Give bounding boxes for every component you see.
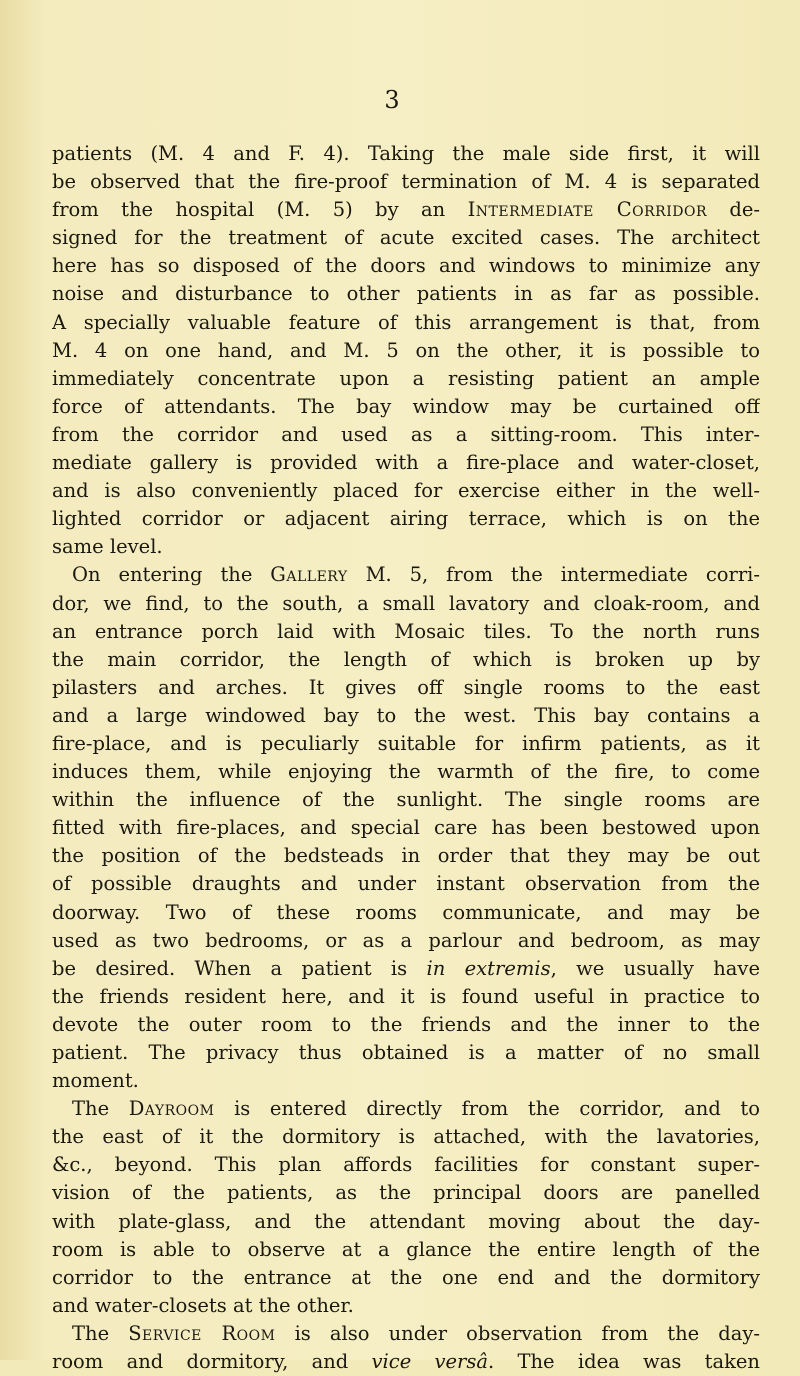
text-run: doorway. Two of these rooms communicate, and may be [52,900,760,924]
text-run: within the influence of the sunlight. The single rooms are [52,788,760,812]
text-run: patient. The privacy thus obtained is a matter of no small [52,1041,760,1064]
text-run: vision of the patients, as the principal doors are panelled [52,1181,760,1205]
text-line [52,870,760,898]
text-run: used as two bedrooms, or as a parlour and bedroom, as may [52,928,760,952]
text-run: same level. [52,535,163,559]
text-run: be desired. When a patient is [52,956,427,980]
text-run: . The idea was taken [488,1350,760,1374]
text-line [52,955,760,983]
text-run: and a large windowed bay to the west. This bay contains a [52,703,760,727]
text-line [52,224,760,252]
text-line [52,1011,760,1039]
text-run: de- [707,198,760,222]
text-line [52,1123,760,1151]
text-run: dor, we find, to the south, a small lavatory and cloak-room, and [52,591,760,615]
text-line [52,477,760,505]
text-line [52,533,760,561]
body-text [52,140,760,1376]
small-caps-term: Service Room [128,1321,276,1345]
text-run: is also under observation from the day- [275,1321,760,1345]
text-line [52,365,760,393]
text-run: immediately concentrate upon a resisting patient an ample [52,366,760,390]
text-run: A specially valuable feature of this arrangement is that, from [52,310,760,334]
text-line [52,1151,760,1179]
text-run: and is also conveniently placed for exercise either in the well- [52,479,760,503]
text-run: mediate gallery is provided with a fire-place and water-closet, [52,451,760,475]
text-line [52,1264,760,1292]
text-line [52,449,760,477]
text-run: The [72,1321,129,1345]
text-line [52,561,760,589]
text-run: force of attendants. The bay window may be curtained off [52,394,760,418]
text-run: room and dormitory, and [52,1350,372,1374]
text-run: noise and disturbance to other patients in as far as possible. [52,282,760,306]
text-line [52,983,760,1011]
small-caps-term: Dayroom [128,1097,215,1121]
text-run: the east of it the dormitory is attached, with the lavatories, [52,1125,760,1149]
text-run: from the hospital (M. 5) by an [52,198,468,222]
text-run: pilasters and arches. It gives off single rooms to the east [52,675,760,699]
text-line [52,1348,760,1376]
text-line [52,1320,760,1348]
text-line [52,899,760,927]
text-line [52,140,760,168]
small-caps-term: Intermediate Corridor [467,198,707,222]
text-run: M. 5, from the intermediate corri- [347,563,760,587]
text-run: the friends resident here, and it is found useful in practice to [52,984,760,1008]
text-line [52,1179,760,1207]
text-line [52,421,760,449]
text-line [52,730,760,758]
text-line [52,590,760,618]
text-line [52,309,760,337]
text-run: M. 4 on one hand, and M. 5 on the other, it is possible to [52,338,760,362]
text-run: &c., beyond. This plan affords facilities for constant super- [52,1153,760,1177]
text-run: corridor to the entrance at the one end and the dormitory [52,1265,760,1289]
text-line [52,702,760,730]
page-number: 3 [384,86,400,114]
text-run: with plate-glass, and the attendant moving about the day- [52,1209,760,1233]
text-run: here has so disposed of the doors and windows to minimize any [52,254,760,278]
text-run: devote the outer room to the friends and the inner to the [52,1012,760,1036]
text-line [52,1095,760,1123]
text-run: and water-closets at the other. [52,1293,354,1317]
text-line [52,1067,760,1095]
text-line [52,1039,760,1067]
italic-term: vice versâ [371,1350,489,1374]
text-line [52,786,760,814]
text-run: the main corridor, the length of which is broken up by [52,647,760,671]
text-run: room is able to observe at a glance the entire length of the [52,1237,760,1261]
text-run: be observed that the fire-proof termination of M. 4 is separated [52,170,760,194]
text-line [52,674,760,702]
text-run: moment. [52,1069,139,1093]
text-line [52,842,760,870]
text-line [52,168,760,196]
text-run: the position of the bedsteads in order that they may be out [52,844,760,868]
text-line [52,280,760,308]
text-run: induces them, while enjoying the warmth of the fire, to come [52,760,760,784]
text-line [52,927,760,955]
text-run: , we usually have [550,956,760,980]
text-line [52,646,760,674]
text-line [52,393,760,421]
text-run: The [72,1097,129,1121]
text-run: lighted corridor or adjacent airing terrace, which is on the [52,507,760,531]
text-line [52,758,760,786]
text-run: from the corridor and used as a sitting-room. This inter- [52,422,760,446]
text-run: patients (M. 4 and F. 4). Taking the male side first, it will [52,142,760,165]
text-run: fitted with fire-places, and special care has been bestowed upon [52,816,760,840]
text-line [52,1292,760,1320]
text-run: is entered directly from the corridor, and to [214,1097,760,1121]
small-caps-term: Gallery [270,563,348,587]
text-run: of possible draughts and under instant observation from the [52,872,760,896]
text-line [52,196,760,224]
text-line [52,1208,760,1236]
text-run: fire-place, and is peculiarly suitable for infirm patients, as it [52,731,760,755]
italic-term: in extremis [426,956,551,980]
text-run: an entrance porch laid with Mosaic tiles. To the north runs [52,619,760,643]
text-line [52,252,760,280]
text-line [52,1236,760,1264]
text-run: signed for the treatment of acute excited cases. The architect [52,226,760,250]
text-run: On entering the [72,563,271,587]
text-line [52,505,760,533]
text-line [52,814,760,842]
text-line [52,618,760,646]
text-line [52,337,760,365]
